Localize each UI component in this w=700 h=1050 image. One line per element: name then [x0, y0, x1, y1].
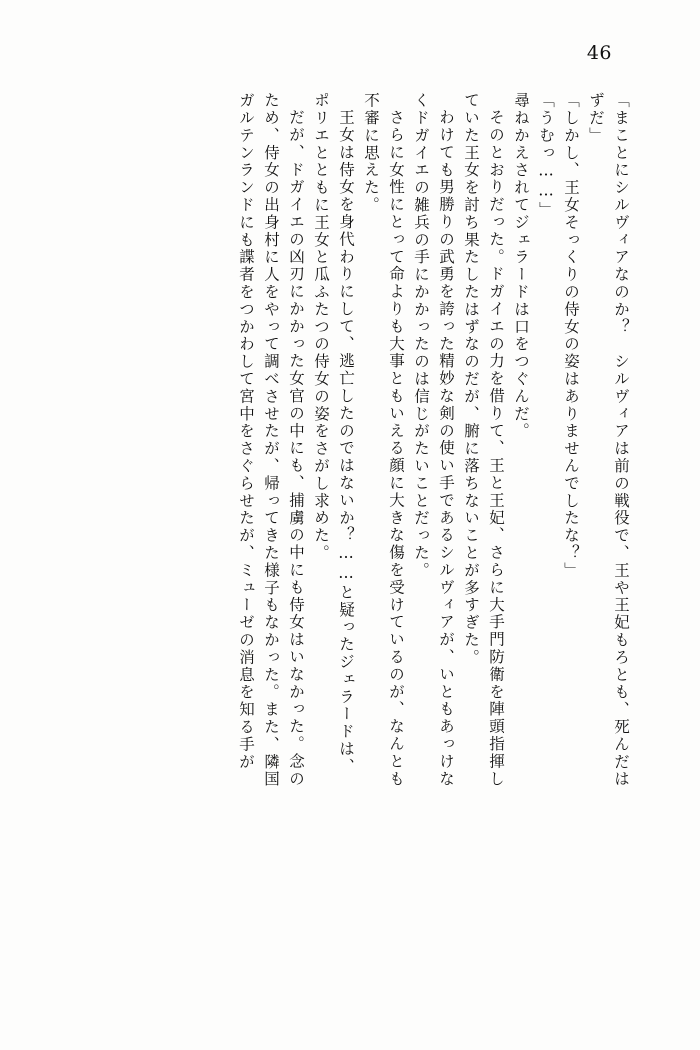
text-column: さらに女性にとって命よりも大事ともいえる顔に大きな傷を受けているのが、なんとも: [387, 109, 405, 788]
text-column: くドガイエの雑兵の手にかかったのは信じがたいことだった。: [412, 92, 430, 580]
text-column: ポリエとともに王女と瓜ふたつの侍女の姿をさがし求めた。: [312, 92, 330, 562]
text-column: 「まことにシルヴィアなのか？ シルヴィアは前の戦役で、王や王妃もろとも、死んだは: [612, 92, 630, 788]
text-column: だが、ドガイエの凶刃にかかった女官の中にも、捕虜の中にも侍女はいなかった。念の: [287, 109, 305, 788]
text-column: 不審に思えた。: [362, 92, 380, 214]
text-column: ため、侍女の出身村に人をやって調べさせたが、帰ってきた様子もなかった。また、隣国: [262, 92, 280, 788]
text-column: そのとおりだった。ドガイエの力を借りて、王と王妃、さらに大手門防衛を陣頭指揮し: [487, 109, 505, 788]
text-column: ていた王女を討ち果たしたはずなのだが、腑に落ちないことが多すぎた。: [462, 92, 480, 667]
vertical-text-block: [70, 92, 628, 952]
text-column: ずだ」: [587, 92, 605, 145]
text-column: 「しかし、王女そっくりの侍女の姿はありませんでしたな？」: [562, 92, 580, 580]
text-column: 尋ねかえされてジェラードは口をつぐんだ。: [512, 92, 530, 440]
text-column: ガルテンランドにも諜者をつかわして宮中をさぐらせたが、ミューゼの消息を知る手が: [237, 92, 255, 771]
page-number: 46: [586, 42, 612, 64]
text-column: わけても男勝りの武勇を誇った精妙な剣の使い手であるシルヴィアが、いともあっけな: [437, 109, 455, 788]
text-column: 「うむっ……」: [537, 92, 555, 219]
text-column: 王女は侍女を身代わりにして、逃亡したのではないか？……と疑ったジェラードは、: [337, 109, 355, 776]
